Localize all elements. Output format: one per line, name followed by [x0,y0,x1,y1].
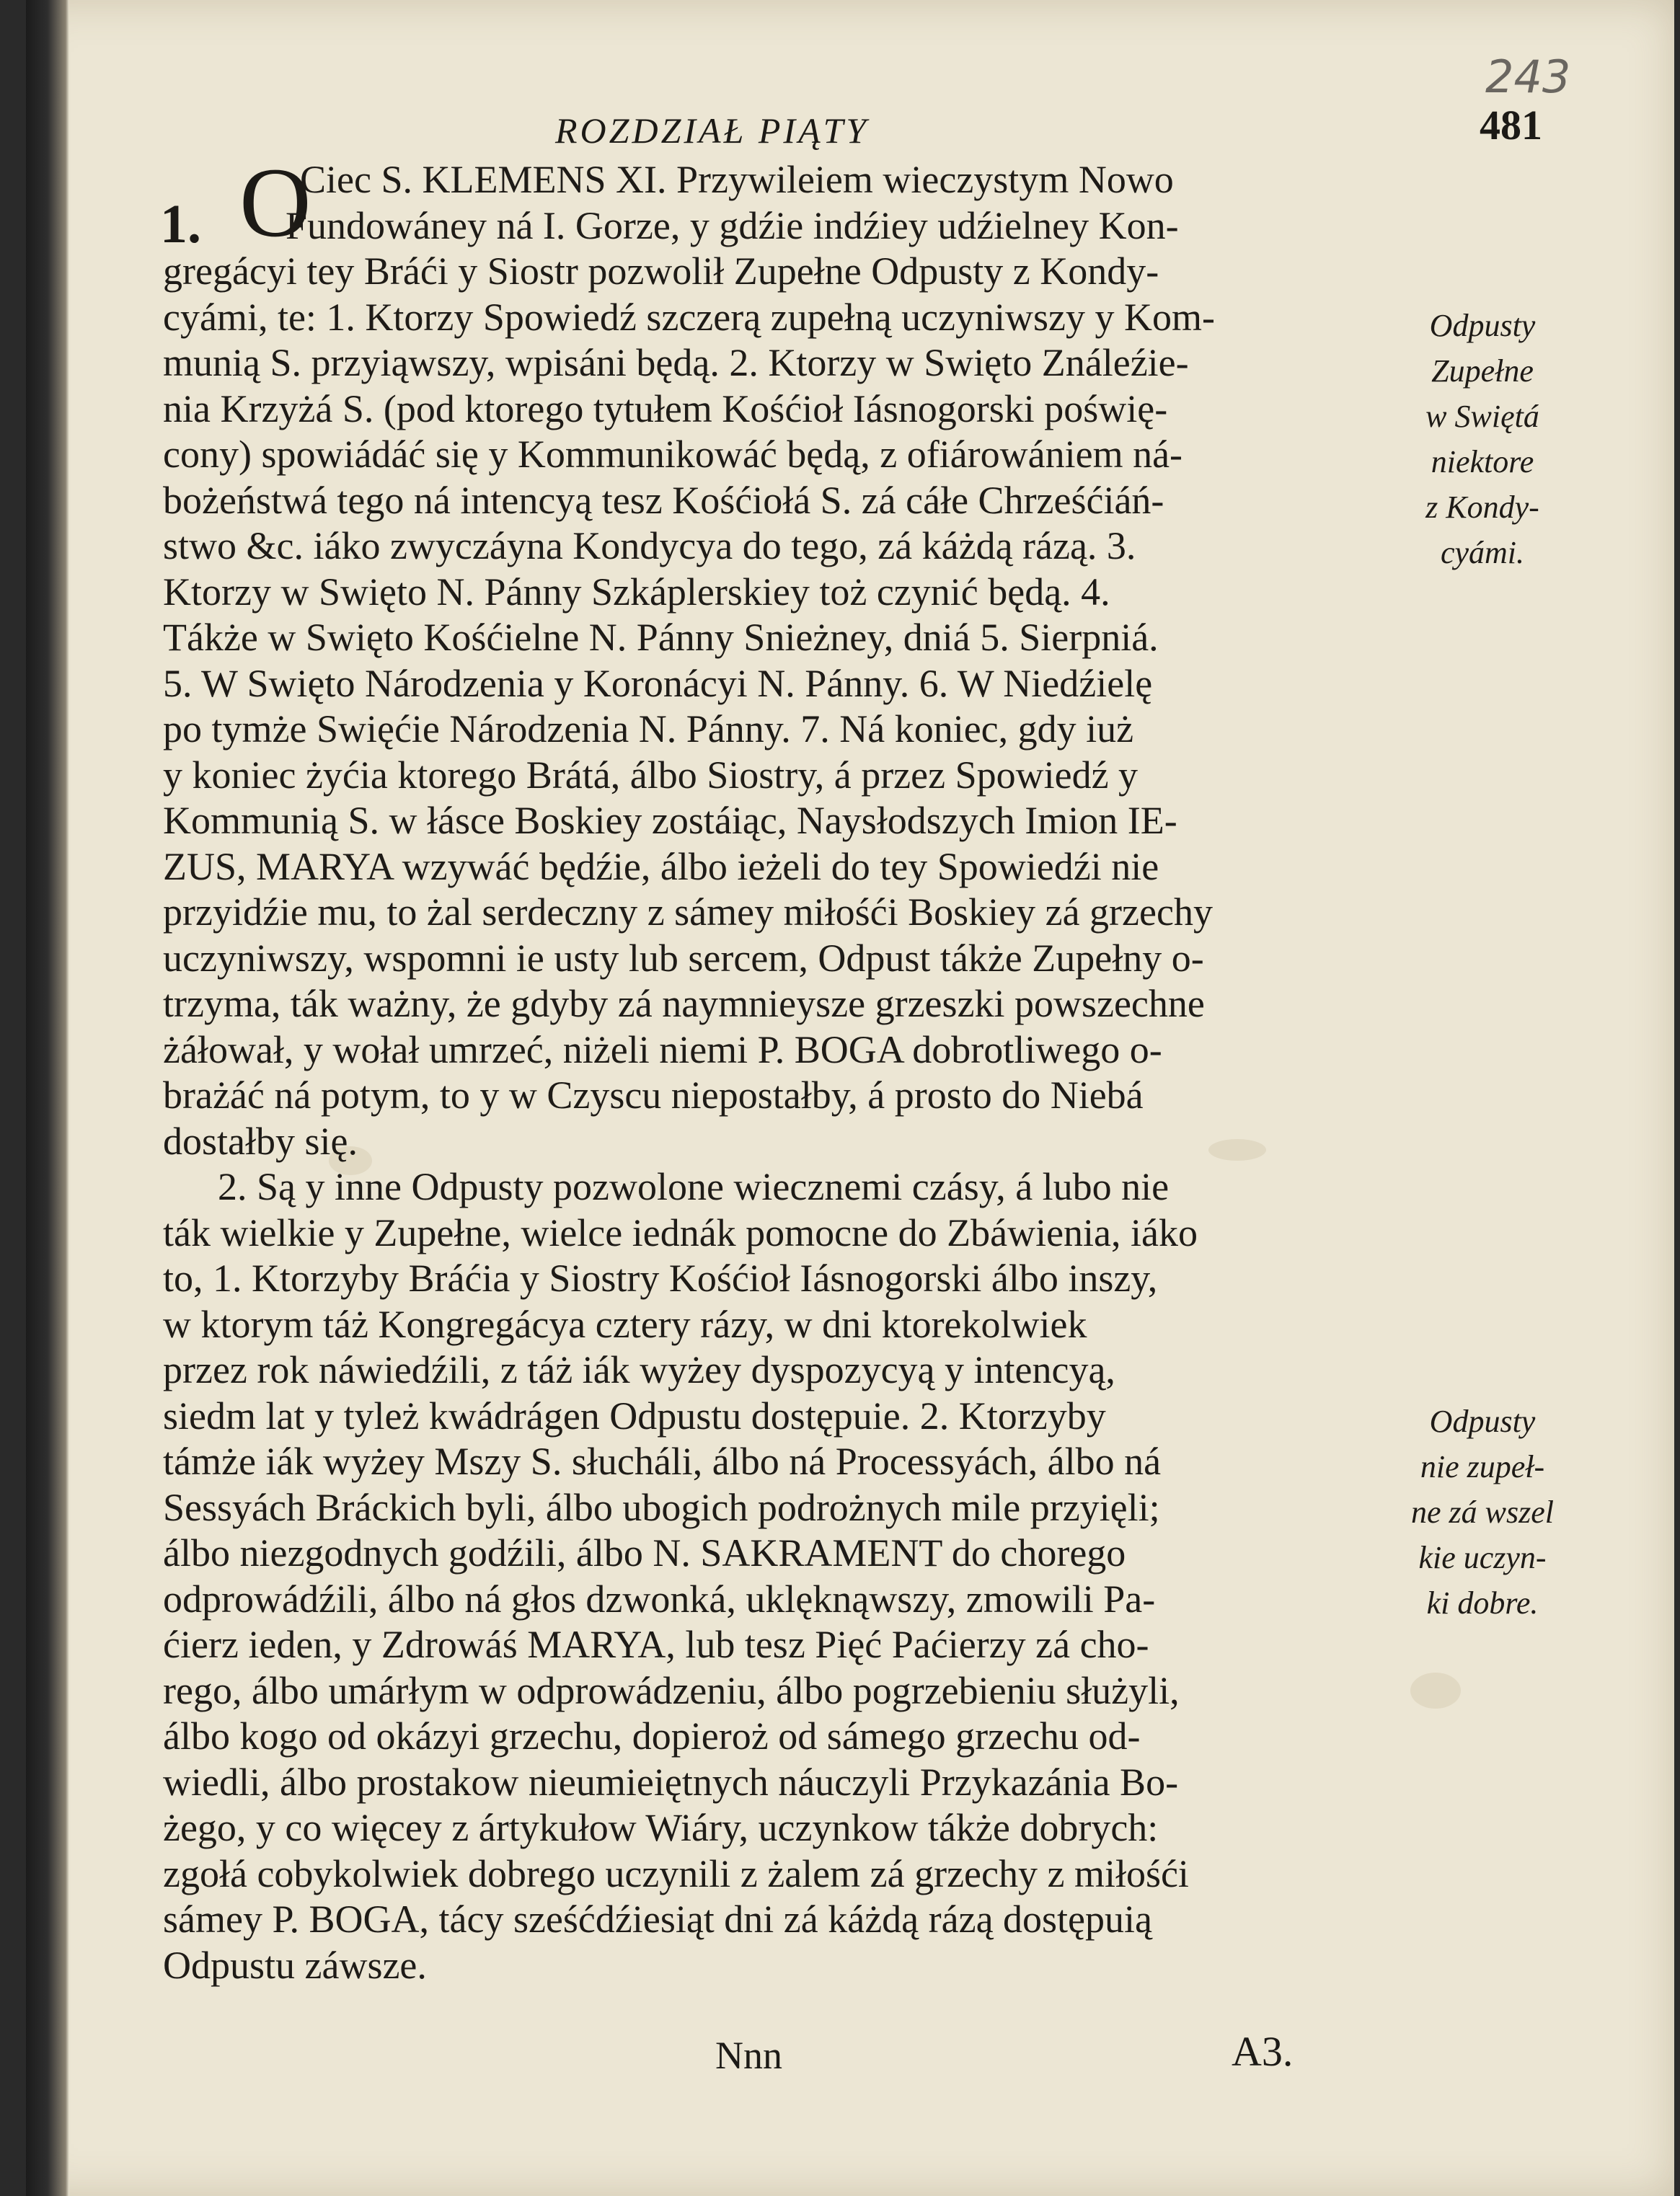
text-line: Kommunią S. w łásce Boskiey zostáiąc, Naysłodszych Imion IE- [163,799,1177,842]
text-line: y koniec żyćia ktorego Brátá, álbo Siostry, á przez Spowiedź y [163,753,1139,797]
text-line: álbo kogo od okázyi grzechu, dopieroż od sámego grzechu od- [163,1714,1141,1758]
text-line: uczyniwszy, wspomni ie usty lub sercem, Odpust tákże Zupełny o- [163,936,1204,980]
pencil-folio-number: 243 [1485,50,1571,103]
marginal-line: nie zupeł- [1420,1449,1545,1484]
marginal-line: ne zá wszel [1411,1495,1554,1530]
signature-mark: Nnn [715,2034,782,2077]
text-line: ćierz ieden, y Zdrowáś MARYA, lub tesz Pięć Paćierzy zá cho- [163,1623,1149,1666]
text-line: stwo &c. iáko zwyczáyna Kondycya do tego, zá káżdą rázą. 3. [163,524,1136,567]
text-line: to, 1. Ktorzyby Bráćia y Siostry Kośćioł Iásnogorski álbo inszy, [163,1257,1158,1300]
text-line: wiedli, álbo prostakow nieumieiętnych náuczyli Przykazánia Bo- [163,1760,1179,1804]
text-line: munią S. przyiąwszy, wpisáni będą. 2. Ktorzy w Swięto Ználeźie- [163,341,1189,384]
text-line: támże iák wyżey Mszy S. słucháli, álbo ná Processyách, álbo ná [163,1440,1162,1483]
text-line: dostałby się. [163,1119,358,1163]
text-line: żáłował, y wołał umrzeć, niżeli niemi P. BOGA dobrotliwego o- [163,1027,1162,1071]
text-line: po tymże Swięćie Národzenia N. Pánny. 7. Ná koniec, gdy iuż [163,707,1134,751]
text-line: nia Krzyżá S. (pod ktorego tytułem Kośćioł Iásnogorski poświę- [163,386,1168,430]
text-line: zgołá cobykolwiek dobrego uczynili z żalem zá grzechy z miłośći [163,1851,1189,1895]
text-line: Odpustu záwsze. [163,1943,427,1987]
marginal-line: ki dobre. [1426,1585,1539,1621]
text-line: 2. Są y inne Odpusty pozwolone wiecznemi czásy, á lubo nie [218,1165,1170,1208]
marginal-line: Odpusty [1429,308,1536,343]
body-text [163,157,1381,1988]
text-line: rego, álbo umárłym w odprowádzeniu, álbo pogrzebieniu służyli, [163,1668,1180,1712]
text-line: trzyma, ták ważny, że gdyby zá naymnieysze grzeszki powszechne [163,982,1205,1025]
marginal-line: z Kondy- [1425,490,1539,525]
text-line: przez rok náwiedźili, z táż iák wyżey dyspozycyą y intencyą, [163,1348,1115,1391]
text-line: brażáć ná potym, to y w Czyscu niepostałby, á prosto do Niebá [163,1073,1144,1117]
text-line: Ciec S. KLEMENS XI. Przywileiem wieczystym Nowo [300,158,1174,201]
marginal-line: kie uczyn- [1418,1540,1547,1575]
marginal-line: cyámi. [1440,535,1525,570]
text-line: odprowádźili, álbo ná głos dzwonká, uklęknąwszy, zmowili Pa- [163,1577,1156,1621]
text-line: siedm lat y tyleż kwádrágen Odpustu dostępuie. 2. Ktorzyby [163,1394,1106,1438]
marginal-note-full-indulgences [1396,303,1569,575]
marginal-note-partial-indulgences [1396,1399,1569,1626]
text-line: w ktorym táż Kongregácya cztery rázy, w dni ktorekolwiek [163,1302,1087,1346]
marginal-line: niektore [1431,444,1534,479]
text-line: przyidźie mu, to żal serdeczny z sámey miłośći Boskiey zá grzechy [163,890,1213,934]
text-line: gregácyi tey Bráći y Siostr pozwolił Zupełne Odpusty z Kondy- [163,249,1159,293]
page-number: 481 [1480,102,1542,149]
catchword: A3. [1232,2028,1294,2075]
text-line: sámey P. BOGA, tácy sześćdźiesiąt dni zá káżdą rázą dostępuią [163,1898,1152,1941]
binding-edge [26,0,69,2196]
text-line: 5. W Swięto Národzenia y Koronácyi N. Pánny. 6. W Niedźielę [163,661,1153,705]
text-line: ZUS, MARYA wzywáć będźie, álbo ieżeli do tey Spowiedźi nie [163,844,1159,888]
text-line: żego, y co więcey z ártykułow Wiáry, uczynkow tákże dobrych: [163,1806,1159,1849]
text-line: cyámi, te: 1. Ktorzy Spowiedź szczerą zupełną uczyniwszy y Kom- [163,295,1215,339]
text-line: álbo niezgodnych godźili, álbo N. SAKRAMENT do chorego [163,1531,1126,1575]
text-line: Sessyách Bráckich byli, álbo ubogich podrożnych mile przyięli; [163,1485,1160,1529]
running-head: ROZDZIAŁ PIĄTY [555,110,870,151]
text-line: Ktorzy w Swięto N. Pánny Szkáplerskiey toż czynić będą. 4. [163,570,1110,614]
marginal-line: Odpusty [1429,1404,1536,1439]
text-line: ták wielkie y Zupełne, wielce iednák pomocne do Zbáwienia, iáko [163,1210,1198,1254]
text-line: bożeństwá tego ná intencyą tesz Kośćiołá S. zá cáłe Chrześćiáń- [163,478,1164,522]
foxing-stain [1410,1673,1461,1709]
text-line: cony) spowiádáć się y Kommunikowáć będą, z ofiárowániem ná- [163,433,1183,476]
marginal-line: w Swiętá [1425,399,1539,434]
text-line: Fundowáney ná I. Gorze, y gdźie indźiey udźielney Kon- [286,203,1179,247]
marginal-line: Zupełne [1431,353,1534,389]
text-line: Tákże w Swięto Kośćielne N. Pánny Snieżney, dniá 5. Sierpniá. [163,616,1159,659]
drop-cap: O [239,147,311,257]
section-number: 1. [160,194,201,254]
